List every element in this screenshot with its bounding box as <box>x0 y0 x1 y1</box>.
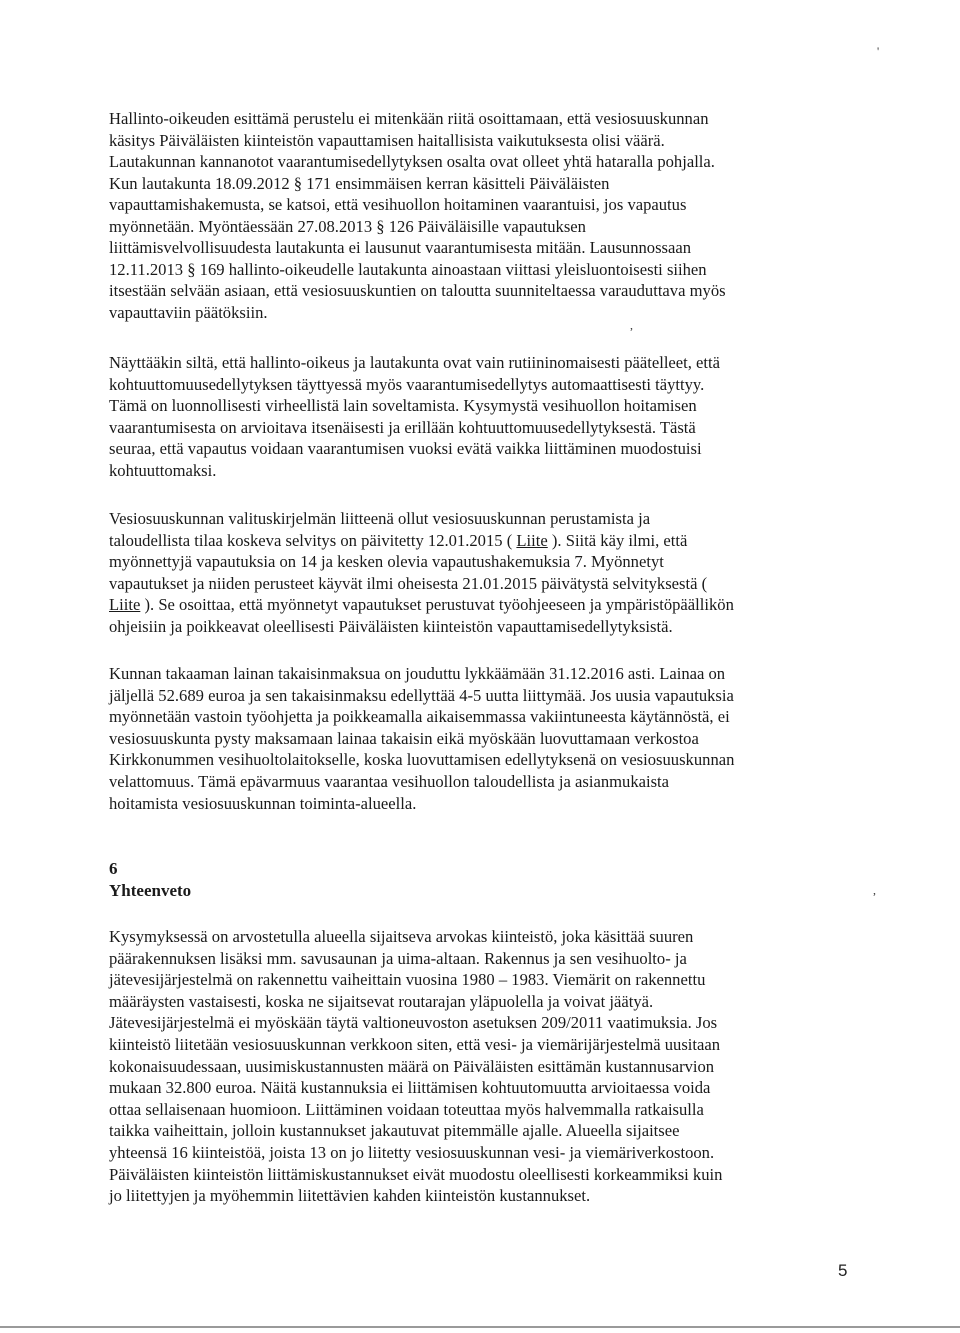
text-line: Jätevesijärjestelmä ei myöskään täytä valtioneuvoston asetuksen 209/2011 vaatimuksia. Jos <box>109 1013 718 1033</box>
text-line: määräysten vastaisesti, koska ne sijaitsevat routarajan yläpuolella ja voivat jäätyä. <box>109 991 654 1011</box>
text-line: kohtuuttomaksi. <box>109 460 217 480</box>
text-line: Päiväläisten kiinteistön liittämiskustannukset eivät muodostu oleellisesti korkeammiksi kuin <box>109 1164 723 1184</box>
text-line <box>109 594 734 616</box>
text-line: Kirkkonummen vesihuoltolaitokselle, koska luovuttamisen edellytyksenä on vesiosuuskunnan <box>109 750 735 770</box>
text-line: Kysymyksessä on arvostetulla alueella sijaitseva arvokas kiinteistö, joka käsittää suuren <box>109 927 694 946</box>
text-line: taikka vaiheittain, jolloin kustannukset jakautuvat pitemmälle ajalle. Alueella sijaitsee <box>109 1121 680 1141</box>
text-line: myönnettyjä vapautuksia on 14 ja kesken olevia vapautushakemuksia 7. Myönnetyt <box>109 552 664 572</box>
scan-mark: , <box>630 318 633 332</box>
scan-mark: ' <box>877 44 880 58</box>
text-line: Kunnan takaaman lainan takaisinmaksua on jouduttu lykkäämään 31.12.2016 asti. Lainaa on <box>109 664 726 683</box>
scan-edge-divider <box>0 1326 960 1328</box>
text-line: mukaan 32.800 euroa. Näitä kustannuksia ei liittämisen kohtuutomuutta arvioitaessa voida <box>109 1078 711 1098</box>
text-line: Vesiosuuskunnan valituskirjelmän liitteenä ollut vesiosuuskunnan perustamista ja <box>109 509 651 528</box>
text-line: myönnetään vastoin työohjetta ja poikkeamalla aikaisemmassa vakiintuneesta käytännöstä, ei <box>109 707 730 727</box>
text-line: velattomuus. Tämä epävarmuus vaarantaa vesihuollon taloudellista ja asianmukaista <box>109 771 670 791</box>
text-line: ohjeisiin ja poikkeavat oleellisesti Päiväläisten kiinteistön vapauttamisedellytyksistä. <box>109 616 673 636</box>
text-line: käsitys Päiväläisten kiinteistön vapauttamisen haitallisista vaikutuksesta olisi väärä. <box>109 130 665 150</box>
text-line: kiinteistö liitetään vesiosuuskunnan verkkoon siten, että vesi- ja viemärijärjestelmä uusitaan <box>109 1034 721 1054</box>
section-number: 6 <box>109 859 118 878</box>
text-fragment: ). Siitä käy ilmi, että <box>547 530 688 550</box>
attachment-link[interactable]: Liite <box>516 530 548 550</box>
text-line: itsestään selvään asiaan, että vesiosuuskuntien on taloutta suunniteltaessa varauduttava myös <box>109 281 726 300</box>
paragraph-hallinto-oikeus <box>109 108 726 323</box>
paragraph-valituskirjelma <box>109 508 734 638</box>
text-line: Tämä on luonnollisesti virheellistä lain soveltamista. Kysymystä vesihuollon hoitamisen <box>109 396 697 416</box>
text-line <box>109 530 734 552</box>
text-line: 12.11.2013 § 169 hallinto-oikeudelle lautakunta ainoastaan viittasi yleisluontoisesti siihen <box>109 259 707 279</box>
text-line: seuraa, että vapautus voidaan vaarantumisen vuoksi evätä vaikka liittäminen muodostuisi <box>109 439 702 459</box>
text-line: päärakennuksen lisäksi mm. savusaunan ja uima-altaan. Rakennus ja sen vesihuolto- ja <box>109 948 687 968</box>
text-line: jo liitettyjen ja myöhemmin liitettävien kahden kiinteistön kustannukset. <box>109 1186 591 1206</box>
paragraph-vaarantuminen <box>109 352 720 482</box>
text-line: vapautukset ja niiden perusteet käyvät ilmi oheisesta 21.01.2015 päivätystä selvityksestä ( <box>109 573 708 593</box>
section-title: Yhteenveto <box>109 881 192 900</box>
text-line: hoitamista vesiosuuskunnan toiminta-alueella. <box>109 793 417 813</box>
text-line: Hallinto-oikeuden esittämä perustelu ei mitenkään riitä osoittamaan, että vesiosuuskunnan <box>109 109 709 128</box>
text-line: Näyttääkin siltä, että hallinto-oikeus ja lautakunta ovat vain rutiininomaisesti päätelleet, että <box>109 353 721 372</box>
text-line: liittämisvelvollisuudesta lautakunta ei lausunut vaarantumisesta mitään. Lausunnossaan <box>109 238 692 257</box>
paragraph-laina <box>109 663 734 814</box>
text-line: kohtuuttomuusedellytyksen täyttyessä myös vaarantumisedellytys automaattisesti täyttyy. <box>109 374 705 394</box>
text-line: Kun lautakunta 18.09.2012 § 171 ensimmäisen kerran käsitteli Päiväläisten <box>109 173 610 193</box>
scan-mark: , <box>873 883 876 897</box>
attachment-link[interactable]: Liite <box>109 595 141 615</box>
paragraph-yhteenveto <box>109 926 722 1207</box>
text-line: jätevesijärjestelmä on rakennettu vaiheittain vuosina 1980 – 1983. Viemärit on rakennettu <box>109 970 706 990</box>
text-fragment: taloudellista tilaa koskeva selvitys on päivitetty 12.01.2015 ( <box>109 530 517 550</box>
text-line: vaarantumisesta on arvioitava itsenäisesti ja erillään kohtuuttomuusedellytyksestä. Tästä <box>109 417 696 437</box>
text-line: kokonaisuudessaan, uusimiskustannusten määrä on Päiväläisten esittämän kustannusarvion <box>109 1056 715 1076</box>
text-line: vapauttaviin päätöksiin. <box>109 302 268 322</box>
text-line: Lautakunnan kannanotot vaarantumisedellytyksen osalta ovat olleet yhtä hataralla pohjalla. <box>109 152 715 171</box>
text-fragment: ). Se osoittaa, että myönnetyt vapautukset perustuvat työohjeeseen ja ympäristöpäällikön <box>140 595 734 615</box>
text-line: yhteensä 16 kiinteistöä, joista 13 on jo liitetty vesiosuuskunnan vesi- ja viemäriverkostoon. <box>109 1142 715 1162</box>
text-line: vesiosuuskunta pysty maksamaan lainaa takaisin eikä myöskään luovuttamaan verkostoa <box>109 728 699 748</box>
text-line: vapauttamishakemusta, se katsoi, että vesihuollon hoitaminen vaarantuisi, jos vapautus <box>109 195 687 214</box>
text-line: ottaa sellaisenaan huomioon. Liittäminen voidaan toteuttaa myös halvemmalla ratkaisulla <box>109 1099 704 1119</box>
page-number: 5 <box>838 1261 848 1280</box>
text-line: jäljellä 52.689 euroa ja sen takaisinmaksu edellyttää 4-5 uutta liittymää. Jos uusia vapautuksia <box>109 685 734 705</box>
text-line: myönnetään. Myöntäessään 27.08.2013 § 126 Päiväläisille vapautuksen <box>109 216 586 236</box>
